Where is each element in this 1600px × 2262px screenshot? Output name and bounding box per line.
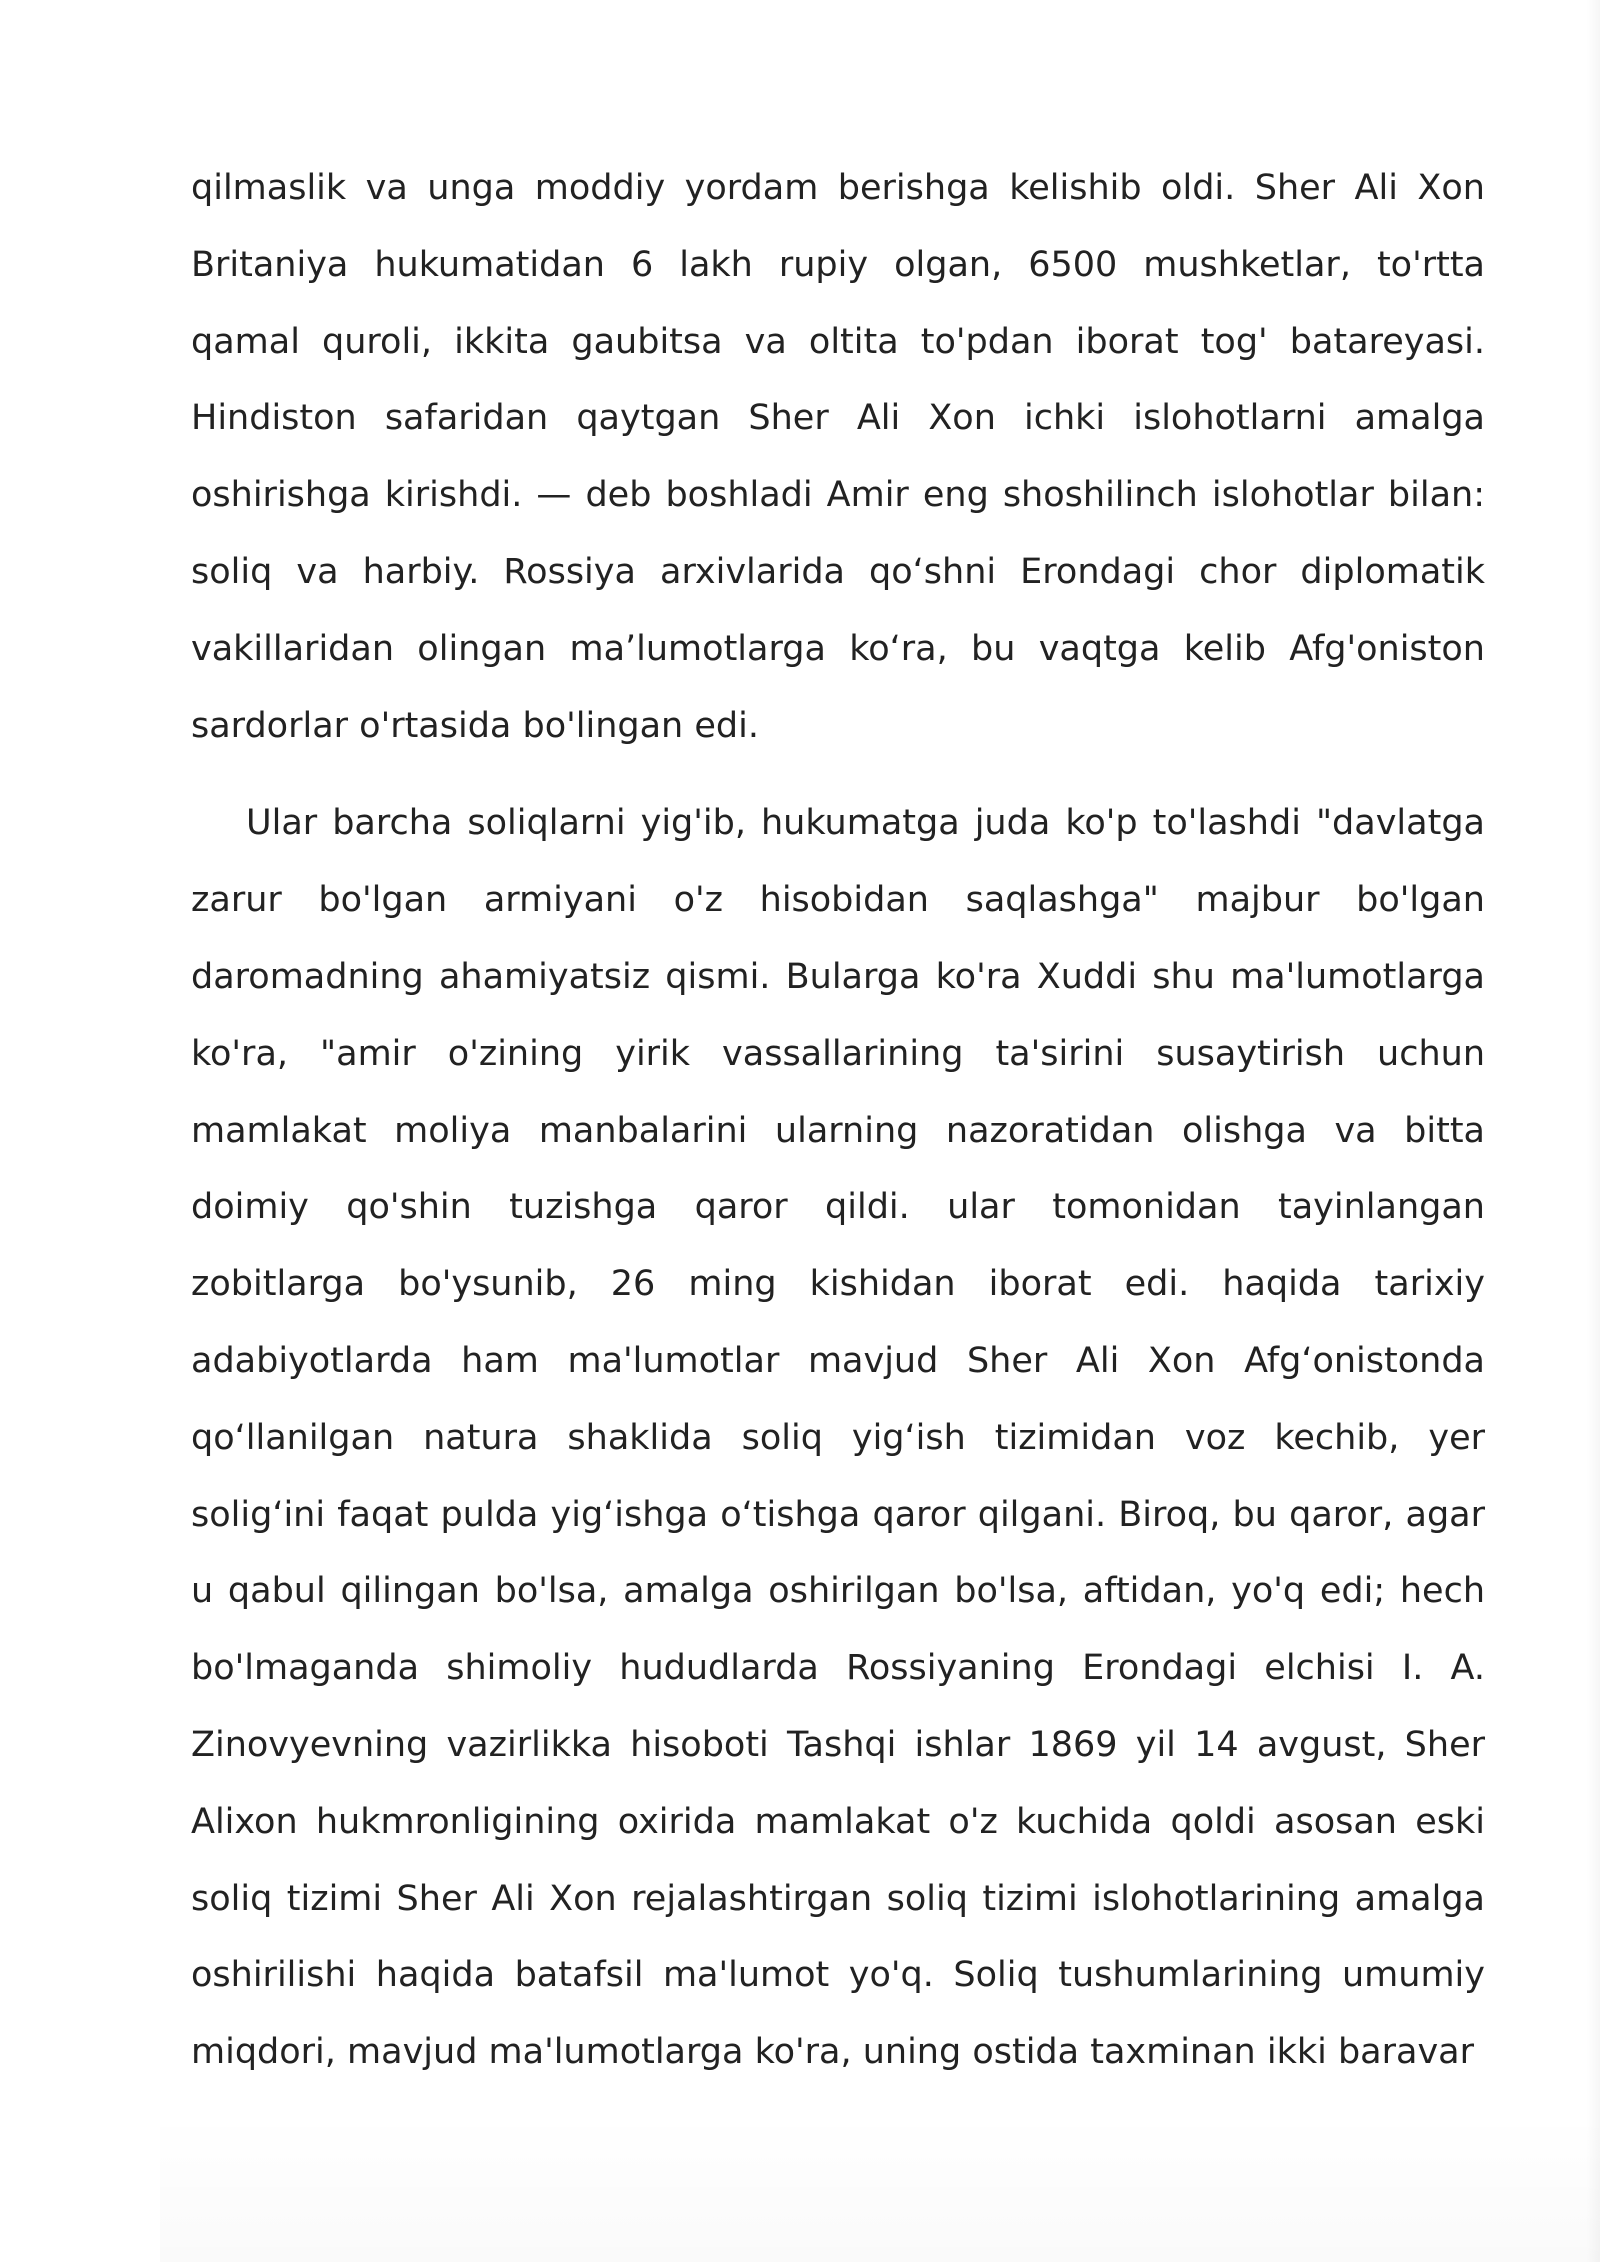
page-bottom-shadow [160, 2112, 1600, 2262]
paragraph-1: qilmaslik va unga moddiy yordam berishga kelishib oldi. Sher Ali Xon Britaniya hukumatidan 6 lakh rupiy olgan, 6500 mushketlar, to'rtta qamal quroli, ikkita gaubitsa va oltita to'pdan iborat tog' batareyasi. Hindiston safaridan qaytgan Sher Ali Xon ichki islohotlarni amalga oshirishga kirishdi. — deb boshladi Amir eng shoshilinch islohotlar bilan: soliq va harbiy. Rossiya arxivlarida qo‘shni Erondagi chor diplomatik vakillaridan olingan ma’lumotlarga ko‘ra, bu vaqtga kelib Afg'oniston sardorlar o'rtasida bo'lingan edi. [191, 168, 1485, 746]
paragraph-2: Ular barcha soliqlarni yig'ib, hukumatga juda ko'p to'lashdi "davlatga zarur bo'lgan armiyani o'z hisobidan saqlashga" majbur bo'lgan daromadning ahamiyatsiz qismi. Bularga ko'ra Xuddi shu ma'lumotlarga ko'ra, "amir o'zining yirik vassallarining ta'sirini susaytirish uchun mamlakat moliya manbalarini ularning nazoratidan olishga va bitta doimiy qo'shin tuzishga qaror qildi. ular tomonidan tayinlangan zobitlarga bo'ysunib, 26 ming kishidan iborat edi. haqida tarixiy adabiyotlarda ham ma'lumotlar mavjud Sher Ali Xon Afg‘onistonda qo‘llanilgan natura shaklida soliq yig‘ish tizimidan voz kechib, yer solig‘ini faqat pulda yig‘ishga o‘tishga qaror qilgani. Biroq, bu qaror, agar u qabul qilingan bo'lsa, amalga oshirilgan bo'lsa, aftidan, yo'q edi; hech bo'lmaganda shimoliy hududlarda Rossiyaning Erondagi elchisi I. A. Zinovyevning vazirlikka hisoboti Tashqi ishlar 1869 yil 14 avgust, Sher Alixon hukmronligining oxirida mamlakat o'z kuchida qoldi asosan eski soliq tizimi Sher Ali Xon rejalashtirgan soliq tizimi islohotlarining amalga oshirilishi haqida batafsil ma'lumot yo'q. Soliq tushumlarining umumiy miqdori, mavjud ma'lumotlarga ko'ra, uning ostida taxminan ikki baravar [191, 803, 1485, 2073]
page-edge-shadow [1586, 0, 1600, 2262]
text-body [191, 150, 1485, 2091]
